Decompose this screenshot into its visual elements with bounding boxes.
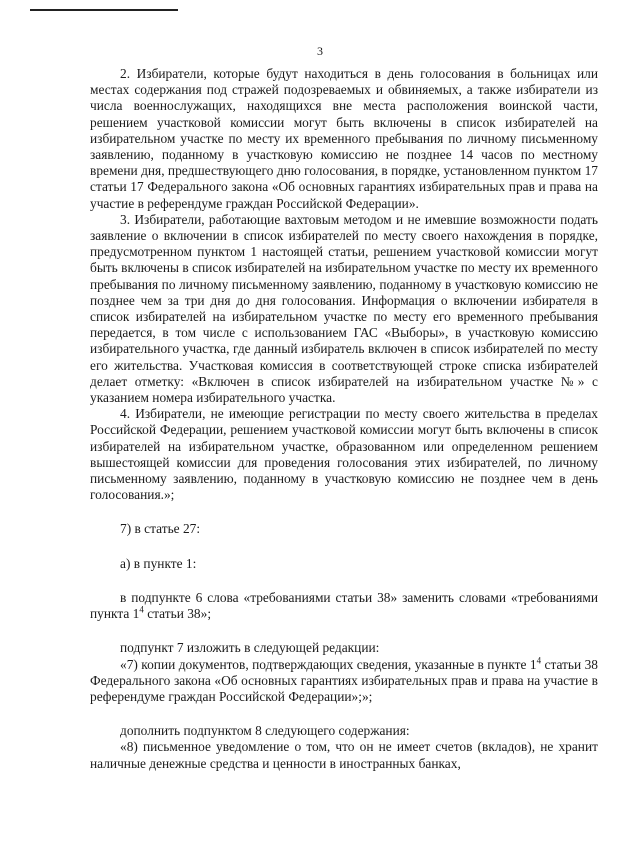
paragraph-item-3: 3. Избиратели, работающие вахтовым методом и не имевшие возможности подать заявление о включении в список избирателей по месту своего нахождения в порядке, предусмотренном пунктом 1 настоящей статьи, решением участковой комиссии могут быть включены в список избирателей на избирательном участке по месту их временного пребывания по личному письменному заявлению, поданному в участковую комиссию не позднее чем за три дня до дня голосования. Информация о включении избирателя в список избирателей на избирательном участке по месту его временного пребывания передается, в том числе с использованием ГАС «Выборы», в участковую комиссию избирательного участка, где данный избиратель включен в список избирателей по месту его жительства. Участковая комиссия в соответствующей строке списка избирателей делает отметку: «Включен в список избирателей на избирательном участке №» с указанием номера избирательного участка.: [90, 211, 598, 406]
paragraph-item-4: 4. Избиратели, не имеющие регистрации по месту своего жительства в пределах Российской Федерации, решением участковой комиссии могут быть включены в список избирателей на избирательном участке, образованном или определенном решением вышестоящей комиссии для проведения голосования этих избирателей, по личному письменному заявлению, поданному в участковую комиссию не позднее чем в день голосования.»;: [90, 406, 598, 503]
paragraph-item-2: 2. Избиратели, которые будут находиться в день голосования в больницах или местах содержания под стражей подозреваемых и обвиняемых, а также избиратели из числа военнослужащих, находящихся вне места расположения воинской части, решением участковой комиссии могут быть включены в список избирателей на избирательном участке по месту их временного пребывания по личному письменному заявлению, поданному в участковую комиссию не позднее 14 часов по местному времени дня, предшествующего дню голосования, в порядке, установленном пунктом 17 статьи 17 Федерального закона «Об основных гарантиях избирательных прав и права на участие в референдуме граждан Российской Федерации».: [90, 66, 598, 211]
subpoint-6-text: в подпункте 6 слова «требованиями статьи 38» заменить словами «требованиями пункта 1: [90, 589, 598, 622]
document-body: [90, 66, 598, 772]
subpoint-7-text: «7) копии документов, подтверждающих сведения, указанные в пункте 1: [120, 656, 537, 672]
paragraph-subpoint-7-intro: подпункт 7 изложить в следующей редакции:: [120, 640, 380, 656]
paragraph-subpoint-8-intro: дополнить подпунктом 8 следующего содержания:: [120, 723, 410, 739]
paragraph-article-27: 7) в статье 27:: [120, 521, 201, 537]
paragraph-subpoint-6: [90, 590, 598, 622]
paragraph-point-1: а) в пункте 1:: [120, 555, 197, 571]
top-rule: [30, 9, 178, 11]
paragraph-subpoint-7-text: [90, 657, 598, 706]
subpoint-7-tail: статьи 38 Федерального закона «Об основных гарантиях избирательных прав и права на участие в референдуме граждан Российской Федерации»;»;: [90, 656, 598, 704]
paragraph-subpoint-8-text: «8) письменное уведомление о том, что он не имеет счетов (вкладов), не хранит наличные денежные средства и ценности в иностранных банках,: [90, 739, 598, 771]
subpoint-6-tail: статьи 38»;: [143, 606, 212, 622]
superscript-4: 4: [536, 655, 542, 666]
page-number: 3: [317, 44, 323, 58]
superscript-4: 4: [139, 604, 144, 615]
